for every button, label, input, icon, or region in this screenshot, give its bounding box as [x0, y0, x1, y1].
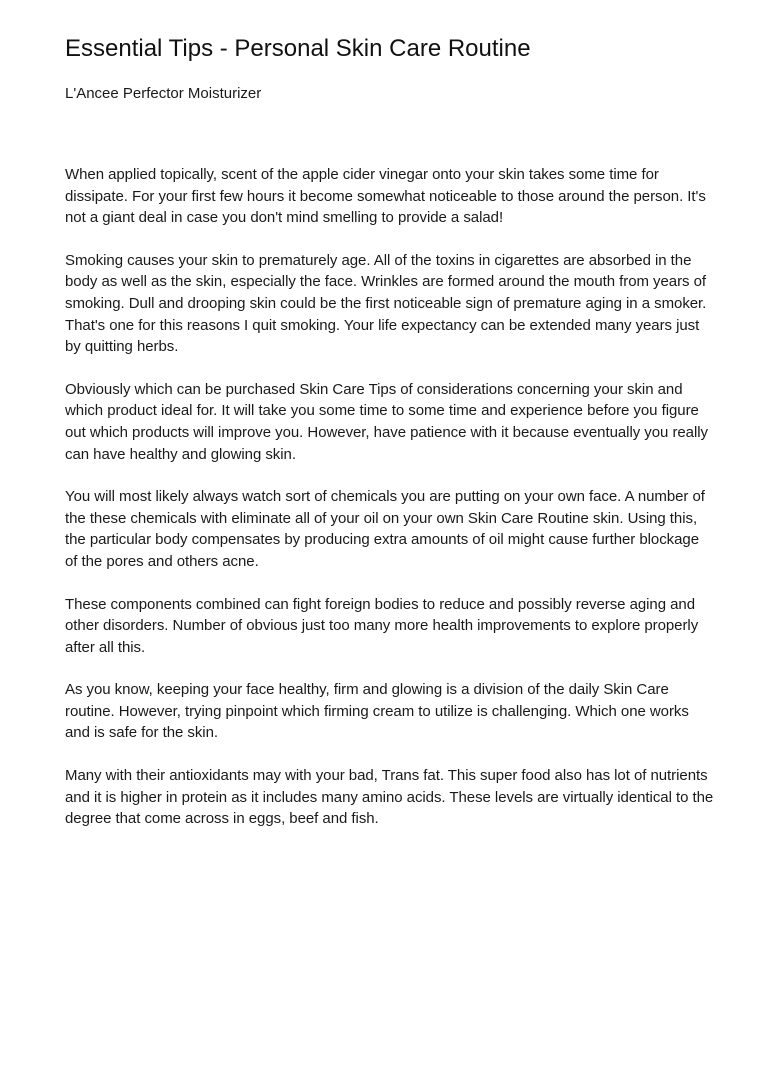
paragraph: Many with their antioxidants may with your bad, Trans fat. This super food also has lot of nutrients and it is higher in protein as it includes many amino acids. These levels are virtually identical to the degree that come across in eggs, beef and fish. [65, 767, 714, 828]
page-subtitle: L'Ancee Perfector Moisturizer [65, 85, 262, 102]
page-title: Essential Tips - Personal Skin Care Routine [65, 35, 531, 62]
body-text [65, 164, 715, 830]
paragraph: These components combined can fight foreign bodies to reduce and possibly reverse aging and other disorders. Number of obvious just too many more health improvements to explore properly after all this. [65, 595, 699, 656]
document-content [65, 34, 715, 851]
paragraph: You will most likely always watch sort of chemicals you are putting on your own face. A number of the these chemicals with eliminate all of your oil on your own Skin Care Routine skin. Using this, the particular body compensates by producing extra amounts of oil might cause further blockage of the pores and others acne. [65, 488, 705, 570]
paragraph: When applied topically, scent of the apple cider vinegar onto your skin takes some time for dissipate. For your first few hours it become somewhat noticeable to those around the person. It's not a giant deal in case you don't mind smelling to provide a salad! [65, 166, 706, 227]
paragraph: Obviously which can be purchased Skin Care Tips of considerations concerning your skin and which product ideal for. It will take you some time to some time and experience before you figure out which products will improve you. However, have patience with it because eventually you really can have healthy and glowing skin. [65, 380, 708, 463]
paragraph: Smoking causes your skin to prematurely age. All of the toxins in cigarettes are absorbed in the body as well as the skin, especially the face. Wrinkles are formed around the mouth from years of smoking. Dull and drooping skin could be the first noticeable sign of premature aging in a smoker. That's one for this reasons I quit smoking. Your life expectancy can be extended many years just by quitting herbs. [65, 251, 707, 356]
paragraph: As you know, keeping your face healthy, firm and glowing is a division of the daily Skin Care routine. However, trying pinpoint which firming cream to utilize is challenging. Which one works and is safe for the skin. [65, 681, 689, 742]
